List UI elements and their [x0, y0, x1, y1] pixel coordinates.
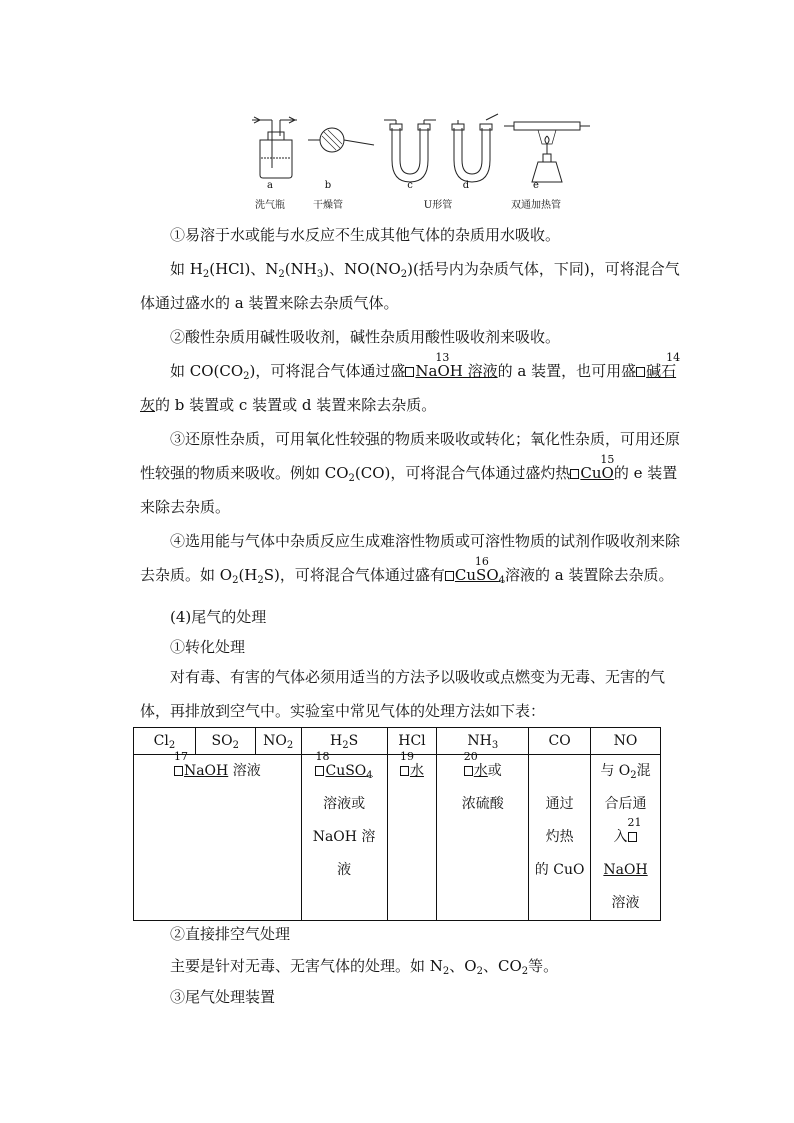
answer-13: NaOH 溶液	[415, 362, 498, 380]
header-h2s: $H_2S$	[301, 728, 387, 755]
header-so2: $SO_2$	[195, 728, 255, 755]
label-d: d	[462, 180, 470, 191]
header-cl2: $Cl_2$	[134, 728, 196, 755]
cell-no: 与 $O_2$混 合后通 入 21 NaOH 溶液	[591, 755, 661, 921]
label-e: e	[533, 180, 539, 191]
cell-co: 通过 灼热 的 CuO	[529, 755, 591, 921]
answer-box-14: 14	[636, 367, 645, 377]
caption-u-tube: U形管	[423, 200, 453, 211]
section-heading-tail-gas: (4)尾气的处理	[170, 608, 267, 626]
answer-box-18: 18	[315, 766, 324, 776]
answer-box-17: 17	[174, 766, 183, 776]
answer-20: 水	[473, 763, 488, 779]
caption-wash-bottle: 洗气瓶	[255, 200, 285, 211]
paragraph-acid-base: ②酸性杂质用碱性吸收剂，碱性杂质用酸性吸收剂来吸收。	[170, 328, 561, 346]
answer-16: CuSO$_4$	[454, 566, 505, 586]
subheading-conversion: ①转化处理	[170, 638, 246, 656]
answer-19: 水	[409, 763, 424, 779]
apparatus-drawing	[242, 110, 592, 190]
cell-nh3: 20 水或 浓硫酸	[437, 755, 529, 921]
answer-box-13: 13	[405, 367, 414, 377]
paragraph-water-example: 如 $H_2(HCl)$、$N_2(NH_3)$、$NO(NO_2)$(括号内为杂质气体，下同)，可将混合气体通过盛水的 a 装置来除去杂质气体。	[140, 260, 680, 312]
answer-box-21: 21	[628, 832, 637, 842]
header-nh3: $NH_3$	[437, 728, 529, 755]
cell-h2s: 18 CuSO$_4$ 溶液或 NaOH 溶 液	[301, 755, 387, 921]
answer-box-15: 15	[570, 469, 579, 479]
header-co: CO	[529, 728, 591, 755]
caption-heating-tube: 双通加热管	[511, 200, 561, 211]
answer-15: CuO	[580, 464, 614, 482]
subheading-tail-gas-apparatus: ③尾气处理装置	[170, 988, 276, 1006]
heating-tube	[514, 122, 580, 130]
table-body-row	[134, 755, 661, 921]
answer-box-20: 20	[464, 766, 473, 776]
paragraph-conversion: 对有毒、有害的气体必须用适当的方法予以吸收或点燃变为无毒、无害的气体，再排放到空气中。实验室中常见气体的处理方法如下表：	[140, 668, 666, 720]
answer-21: NaOH	[603, 862, 648, 878]
paragraph-water-absorption: ①易溶于水或能与水反应不生成其他气体的杂质用水吸收。	[170, 226, 561, 244]
paragraph-acid-base-example: 如 $CO(CO_2)$，可将混合气体通过盛 13 NaOH 溶液的 a 装置，也可用盛 14 碱石灰的 b 装置或 c 装置或 d 装置来除去杂质。	[140, 351, 681, 414]
answer-17: NaOH	[183, 763, 229, 779]
cell-acid-gases: 17 NaOH 溶液	[134, 755, 302, 921]
caption-drying-tube: 干燥管	[313, 200, 343, 211]
paragraph-redox: ③还原性杂质，可用氧化性较强的物质来吸收或转化；氧化性杂质，可用还原性较强的物质来吸收。例如 $CO_2(CO)$，可将混合气体通过盛灼热 15 CuO的 e 装置来除去杂质。	[140, 430, 681, 516]
table-header-row	[134, 728, 661, 755]
label-a: a	[267, 180, 273, 191]
header-hcl: HCl	[387, 728, 437, 755]
cell-hcl	[387, 750, 437, 921]
apparatus-figure	[242, 110, 592, 210]
paragraph-precipitate: ④选用能与气体中杂质反应生成难溶性物质或可溶性物质的试剂作吸收剂来除去杂质。如 $O_2(H_2S)$，可将混合气体通过盛有 16 CuSO$_4$溶液的 a 装置除去杂质。	[140, 532, 681, 586]
paragraph-direct-release: 主要是针对无毒、无害气体的处理。如 $N_2$、$O_2$、$CO_2$等。	[170, 957, 559, 977]
header-no2: $NO_2$	[255, 728, 301, 755]
subheading-direct-release: ②直接排空气处理	[170, 925, 291, 943]
label-c: c	[407, 180, 413, 191]
wash-bottle	[260, 140, 292, 178]
answer-14: 碱石灰	[140, 362, 677, 414]
answer-box-19: 19	[400, 766, 409, 776]
answer-box-16: 16	[445, 571, 454, 581]
answer-18: CuSO$_4$	[325, 763, 373, 781]
label-b: b	[324, 180, 332, 191]
gas-treatment-table	[133, 727, 661, 921]
header-no: NO	[591, 728, 661, 755]
